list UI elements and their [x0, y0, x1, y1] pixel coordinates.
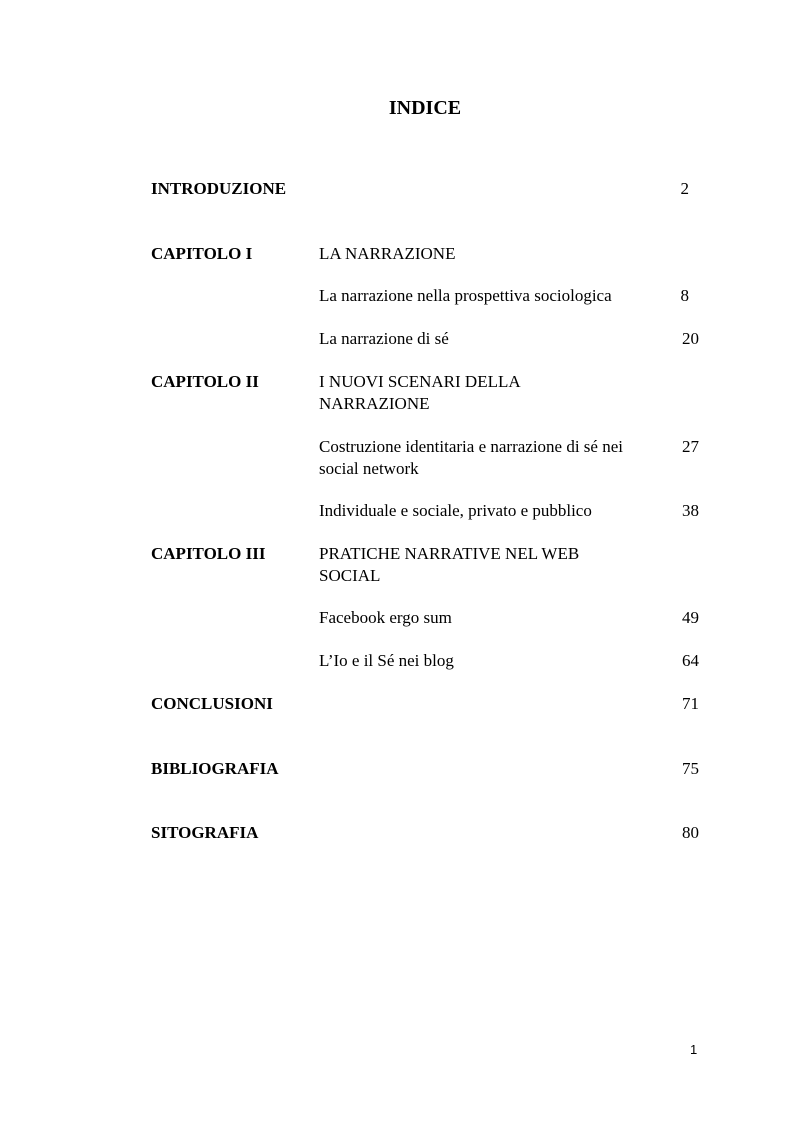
toc-label: INTRODUZIONE	[151, 179, 287, 198]
toc-page-number: 80	[682, 823, 699, 842]
toc-page-number: 71	[682, 694, 699, 713]
toc-section-title: La narrazione nella prospettiva sociologica	[319, 286, 612, 305]
toc-page-number: 2	[680, 179, 689, 198]
toc-section-title: Costruzione identitaria e narrazione di sé nei social network	[319, 437, 623, 478]
toc-chapter-label: CAPITOLO I	[151, 244, 253, 263]
toc-chapter-label: CAPITOLO II	[151, 372, 259, 391]
toc-label: CONCLUSIONI	[151, 694, 273, 713]
toc-section-title: La narrazione di sé	[319, 329, 449, 348]
toc-page-number: 8	[680, 286, 689, 305]
toc-section-title: Facebook ergo sum	[319, 608, 452, 627]
toc-page-number: 75	[682, 759, 699, 778]
toc-label: BIBLIOGRAFIA	[151, 759, 279, 778]
toc-page-number: 27	[682, 437, 699, 456]
toc-chapter-title: LA NARRAZIONE	[319, 244, 456, 263]
toc-chapter-title: I NUOVI SCENARI DELLA NARRAZIONE	[319, 372, 520, 413]
toc-page-number: 64	[682, 651, 699, 670]
toc-page-number: 38	[682, 501, 699, 520]
toc-chapter-label: CAPITOLO III	[151, 544, 266, 563]
page-number: 1	[690, 1042, 698, 1057]
toc-section-title: Individuale e sociale, privato e pubblico	[319, 501, 592, 520]
toc-label: SITOGRAFIA	[151, 823, 259, 842]
toc-chapter-title: PRATICHE NARRATIVE NEL WEB SOCIAL	[319, 544, 580, 585]
page-title: INDICE	[388, 97, 462, 119]
toc-section-title: L’Io e il Sé nei blog	[319, 651, 454, 670]
toc-page-number: 49	[682, 608, 699, 627]
toc-page-number: 20	[682, 329, 699, 348]
